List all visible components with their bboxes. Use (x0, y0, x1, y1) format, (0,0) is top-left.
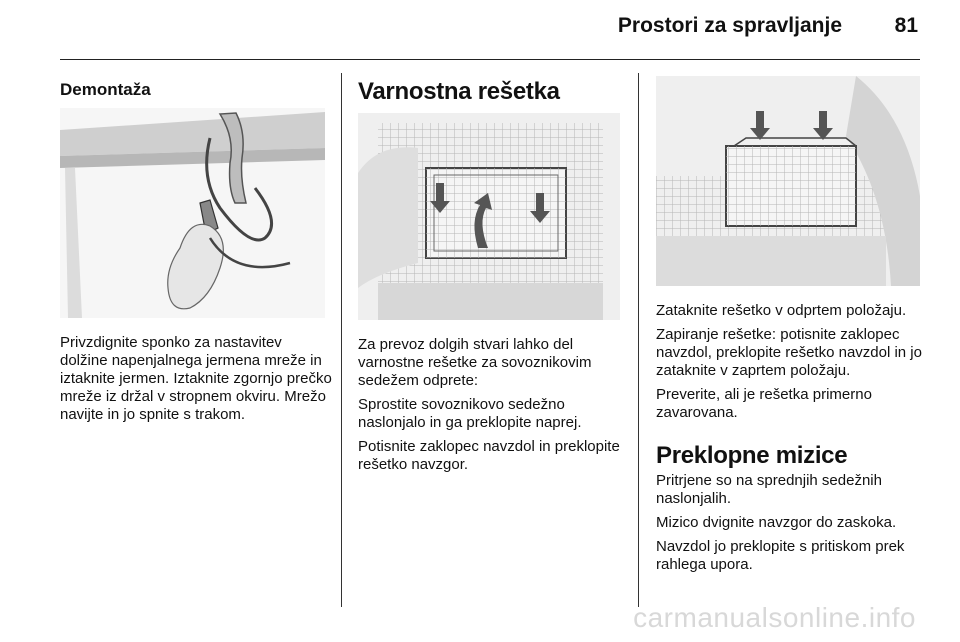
paragraph-demontaza: Privzdignite sponko za nastavitev dolžine napenjalnega jermena mreže in iztaknite jermen. Iztaknite zgornjo prečko mreže iz držal v stropnem okviru. Mrežo navijte in jo spnite s trakom. (60, 334, 332, 423)
column-divider-1 (341, 73, 342, 607)
section-heading-preklopne-mizice: Preklopne mizice (656, 442, 848, 469)
figure-net-strap-removal (60, 108, 325, 318)
section-heading-varnostna-resetka: Varnostna rešetka (358, 78, 560, 105)
watermark: carmanualsonline.info (633, 602, 916, 633)
paragraph-latch-open: Zataknite rešetko v odprtem položaju. (656, 302, 907, 319)
paragraph-check: Preverite, ali je rešetka primerno zavarovana. (656, 386, 872, 421)
paragraph-intro: Za prevoz dolgih stvari lahko del varnostne rešetke za sovoznikovim sedežem odprete: (358, 336, 592, 389)
paragraph-step-2: Potisnite zaklopec navzdol in preklopite rešetko navzgor. (358, 438, 620, 473)
paragraph-tables-fold: Navzdol jo preklopite s pritiskom prek rahlega upora. (656, 538, 905, 573)
paragraph-tables-mount: Pritrjene so na sprednjih sedežnih naslonjalih. (656, 472, 882, 507)
column-divider-2 (638, 73, 639, 607)
page-number: 81 (894, 14, 918, 37)
figure-safety-grille-latched (656, 76, 920, 286)
paragraph-tables-raise: Mizico dvignite navzgor do zaskoka. (656, 514, 897, 531)
section-heading-demontaza: Demontaža (60, 80, 151, 99)
paragraph-closing: Zapiranje rešetke: potisnite zaklopec navzdol, preklopite rešetko navzdol in jo zataknite v zaprtem položaju. (656, 326, 922, 379)
header-rule (60, 59, 920, 60)
figure-safety-grille-open (358, 113, 620, 320)
paragraph-step-1: Sprostite sovoznikovo sedežno naslonjalo in ga preklopite naprej. (358, 396, 582, 431)
running-header-title: Prostori za spravljanje (617, 14, 842, 37)
